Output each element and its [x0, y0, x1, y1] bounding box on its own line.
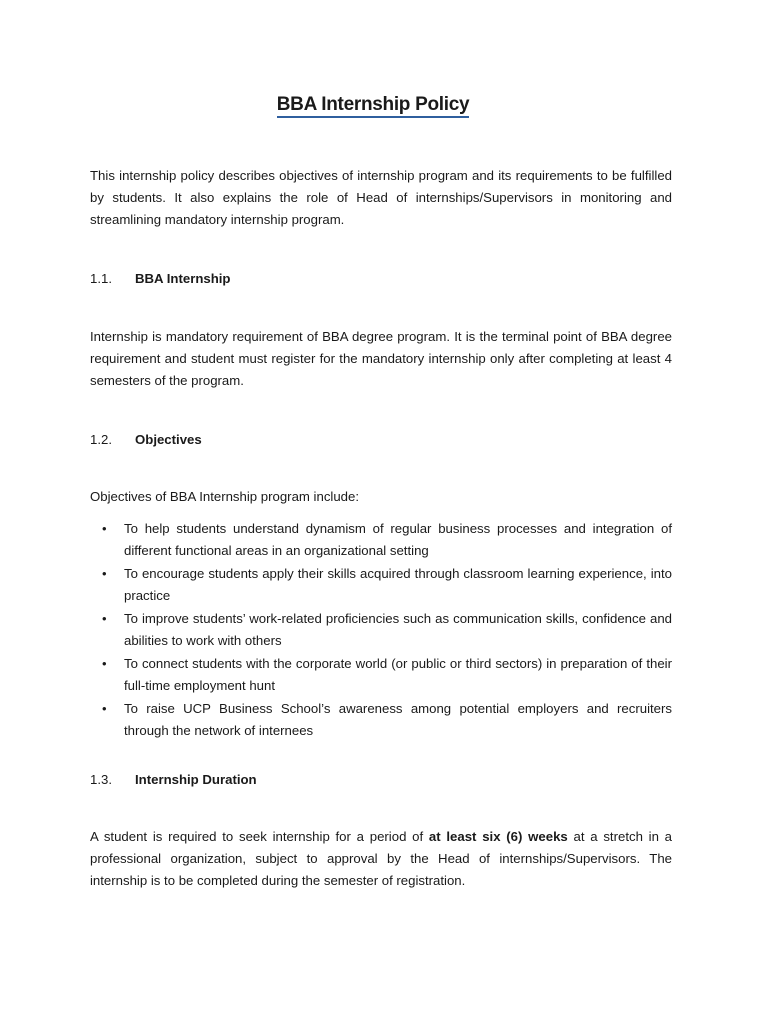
bba-internship-paragraph: Internship is mandatory requirement of BBA degree program. It is the terminal point of BBA degree requirement and student must register for the mandatory internship only after completing at least 4 semesters of the program.: [90, 329, 672, 388]
intro-paragraph: This internship policy describes objectives of internship program and its requirements to be fulfilled by students. It also explains the role of Head of internships/Supervisors in monitoring and streamlining mandatory internship program.: [90, 168, 672, 227]
section-title: Objectives: [135, 432, 202, 447]
duration-emphasis: at least six (6) weeks: [428, 829, 568, 844]
list-item: [90, 563, 672, 607]
list-item-text: To connect students with the corporate world (or public or third sectors) in preparation of their full-time employment hunt: [124, 656, 672, 693]
section-number: 1.2.: [90, 432, 112, 447]
section-heading-objectives: [90, 432, 202, 447]
section-number: 1.1.: [90, 271, 112, 286]
objectives-list: [90, 518, 672, 743]
list-item-text: To raise UCP Business School’s awareness among potential employers and recruiters through the network of internees: [124, 701, 672, 738]
objectives-intro-paragraph: Objectives of BBA Internship program include:: [90, 489, 360, 504]
list-item: [90, 653, 672, 697]
list-item: [90, 698, 672, 742]
list-item-text: To improve students’ work-related proficiencies such as communication skills, confidence and abilities to work with others: [124, 611, 672, 648]
bullet-icon: •: [102, 656, 107, 671]
list-item-text: To encourage students apply their skills acquired through classroom learning experience, into practice: [124, 566, 672, 603]
internship-duration-paragraph: [90, 826, 672, 892]
list-item-text: To help students understand dynamism of regular business processes and integration of different functional areas in an organizational setting: [124, 521, 672, 558]
bullet-icon: •: [102, 566, 107, 581]
bullet-icon: •: [102, 521, 107, 536]
document-title-text: BBA Internship Policy: [277, 94, 470, 118]
bullet-icon: •: [102, 701, 107, 716]
section-heading-internship-duration: [90, 772, 257, 787]
duration-text-end: at a stretch in a professional organization, subject to approval by the Head of internships/Supervisors. The internship is to be completed during the semester of registration.: [90, 829, 673, 888]
duration-text-start: A student is required to seek internship for a period of: [90, 829, 429, 844]
list-item: [90, 518, 672, 562]
list-item: [90, 608, 672, 652]
section-heading-bba-internship: [90, 271, 231, 286]
document-title: [0, 94, 746, 116]
section-title: Internship Duration: [135, 772, 257, 787]
section-title: BBA Internship: [135, 271, 231, 286]
bullet-icon: •: [102, 611, 107, 626]
section-number: 1.3.: [90, 772, 112, 787]
